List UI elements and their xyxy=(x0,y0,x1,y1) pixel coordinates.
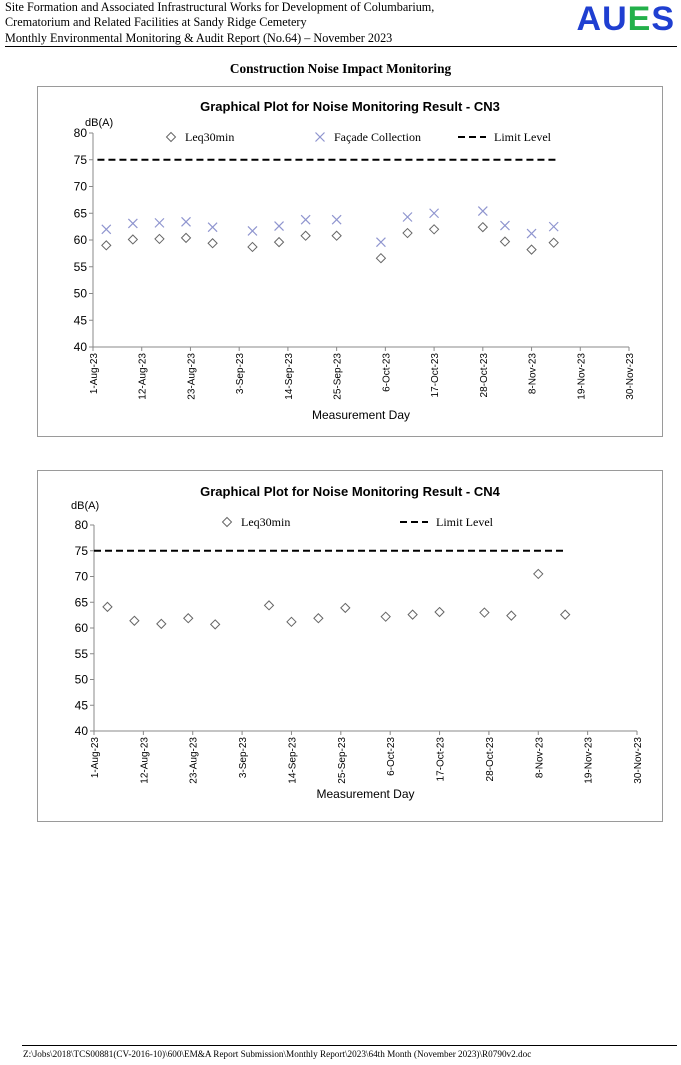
cn3-x-tick-label: 1-Aug-23 xyxy=(89,353,100,395)
cn3-legend-x-icon xyxy=(316,133,325,142)
cn3-facade-point xyxy=(128,219,137,228)
cn3-leq-point xyxy=(500,237,509,246)
cn3-x-tick-label: 30-Nov-23 xyxy=(625,353,636,400)
cn3-facade-point xyxy=(102,225,111,234)
cn4-x-tick-label: 28-Oct-23 xyxy=(484,737,496,782)
cn4-x-tick-label: 8-Nov-23 xyxy=(534,737,546,779)
cn3-facade-point xyxy=(301,215,310,224)
cn4-y-tick-label: 80 xyxy=(74,518,88,532)
cn3-y-tick-label: 50 xyxy=(73,286,87,301)
cn4-title: Graphical Plot for Noise Monitoring Result - CN4 xyxy=(200,484,500,499)
cn4-y-tick-label: 45 xyxy=(74,698,88,713)
cn3-x-tick-label: 17-Oct-23 xyxy=(430,353,442,398)
cn4-leq-point xyxy=(211,620,220,629)
chart-cn3 xyxy=(37,86,663,437)
cn4-y-tick-label: 60 xyxy=(74,621,88,635)
cn4-x-tick-label: 1-Aug-23 xyxy=(90,737,101,779)
cn4-xlabel: Measurement Day xyxy=(316,787,415,801)
cn4-x-tick-label: 19-Nov-23 xyxy=(583,737,595,784)
cn3-facade-point xyxy=(275,222,284,231)
chart-cn4-svg xyxy=(38,471,662,821)
cn3-leq-point xyxy=(208,239,217,248)
cn3-facade-point xyxy=(403,212,412,221)
cn4-legend-label: Limit Level xyxy=(436,515,493,529)
cn4-y-tick-label: 55 xyxy=(74,646,88,661)
cn3-x-tick-label: 25-Sep-23 xyxy=(332,353,344,400)
cn3-leq-point xyxy=(128,235,137,244)
cn3-xlabel: Measurement Day xyxy=(311,408,411,422)
cn3-facade-point xyxy=(155,218,164,227)
cn4-leq-point xyxy=(157,619,166,628)
cn3-y-tick-label: 40 xyxy=(73,340,87,354)
cn4-y-tick-label: 65 xyxy=(74,595,88,610)
header-line-3: Monthly Environmental Monitoring & Audit Report (No.64) – November 2023 xyxy=(5,30,393,45)
cn3-leq-point xyxy=(182,233,191,242)
cn3-y-tick-label: 70 xyxy=(73,179,87,194)
cn3-x-tick-label: 19-Nov-23 xyxy=(576,353,588,400)
cn4-x-tick-label: 14-Sep-23 xyxy=(287,737,299,784)
cn4-x-tick-label: 3-Sep-23 xyxy=(238,737,250,779)
cn3-leq-point xyxy=(102,241,111,250)
cn4-leq-point xyxy=(287,617,296,626)
cn3-title: Graphical Plot for Noise Monitoring Result - CN3 xyxy=(200,99,500,114)
aues-logo xyxy=(577,0,676,39)
cn3-leq-point xyxy=(248,242,257,251)
cn3-facade-point xyxy=(549,222,558,231)
cn4-leq-point xyxy=(341,603,350,612)
cn3-leq-point xyxy=(332,231,341,240)
cn3-facade-point xyxy=(500,221,509,230)
cn4-leq-point xyxy=(265,601,274,610)
cn4-leq-point xyxy=(381,612,390,621)
logo-letter-s: S xyxy=(651,0,675,38)
cn4-leq-point xyxy=(184,614,193,623)
cn3-leq-point xyxy=(403,229,412,238)
cn3-legend-diamond-icon xyxy=(167,133,176,142)
logo-letter-a: A xyxy=(576,0,603,38)
cn3-legend-label: Façade Collection xyxy=(334,130,421,144)
cn4-x-tick-label: 23-Aug-23 xyxy=(188,737,200,784)
cn3-x-tick-label: 3-Sep-23 xyxy=(235,353,247,395)
cn4-y-tick-label: 75 xyxy=(74,543,88,558)
report-header xyxy=(5,0,677,47)
cn4-leq-point xyxy=(130,616,139,625)
cn3-y-tick-label: 80 xyxy=(73,126,87,140)
cn4-legend xyxy=(223,515,494,529)
cn3-y-tick-label: 75 xyxy=(73,152,87,167)
cn3-facade-point xyxy=(332,215,341,224)
cn3-ylabel: dB(A) xyxy=(85,117,114,129)
cn4-y-tick-label: 50 xyxy=(74,672,88,687)
cn3-facade-point xyxy=(527,229,536,238)
cn3-leq-point xyxy=(430,225,439,234)
cn3-leq-point xyxy=(549,238,558,247)
cn3-leq-point xyxy=(275,238,284,247)
cn3-leq-point xyxy=(527,245,536,254)
cn3-leq-point xyxy=(301,231,310,240)
cn3-y-tick-label: 65 xyxy=(73,206,87,221)
cn4-leq-point xyxy=(408,610,417,619)
cn4-leq-point xyxy=(480,608,489,617)
cn3-legend-label: Limit Level xyxy=(494,130,551,144)
cn4-leq-point xyxy=(435,608,444,617)
cn4-y-tick-label: 40 xyxy=(74,724,88,738)
cn3-facade-point xyxy=(182,217,191,226)
cn3-y-tick-label: 60 xyxy=(73,233,87,247)
cn3-leq-point xyxy=(478,223,487,232)
cn3-x-tick-label: 23-Aug-23 xyxy=(186,353,198,400)
cn4-x-tick-label: 6-Oct-23 xyxy=(386,737,398,776)
cn3-facade-point xyxy=(248,226,257,235)
header-line-2: Crematorium and Related Facilities at Sandy Ridge Cemetery xyxy=(5,15,307,30)
chart-cn4 xyxy=(37,470,663,822)
cn3-facade-point xyxy=(208,223,217,232)
cn3-facade-point xyxy=(478,207,487,216)
cn3-x-tick-label: 8-Nov-23 xyxy=(527,352,539,395)
cn3-x-tick-label: 28-Oct-23 xyxy=(478,353,490,398)
cn3-legend-label: Leq30min xyxy=(185,130,235,144)
cn4-leq-point xyxy=(507,611,516,620)
cn4-series-0 xyxy=(103,569,570,628)
cn3-facade-point xyxy=(430,209,439,218)
cn4-x-tick-label: 25-Sep-23 xyxy=(336,737,348,784)
cn4-y-tick-label: 70 xyxy=(74,569,88,584)
cn3-legend xyxy=(167,130,552,144)
cn3-x-tick-label: 12-Aug-23 xyxy=(137,353,149,400)
cn4-legend-diamond-icon xyxy=(223,518,232,527)
logo-letter-u: U xyxy=(602,0,628,38)
cn3-series-0 xyxy=(102,223,558,263)
cn4-x-tick-label: 17-Oct-23 xyxy=(435,737,447,782)
footer-path: Z:\Jobs\2018\TCS00881(CV-2016-10)\600\EM&A Report Submission\Monthly Report\2023\64th Month (November 2023)\R0790v2.doc xyxy=(23,1049,532,1059)
cn4-x-tick-label: 12-Aug-23 xyxy=(139,737,151,784)
chart-cn3-svg xyxy=(38,87,662,436)
cn3-facade-point xyxy=(376,238,385,247)
header-line-1: Site Formation and Associated Infrastructural Works for Development of Columbarium, xyxy=(5,0,435,14)
cn3-leq-point xyxy=(376,254,385,263)
section-title: Construction Noise Impact Monitoring xyxy=(229,61,452,76)
footer-rule xyxy=(22,1045,677,1046)
cn4-ylabel: dB(A) xyxy=(71,500,100,512)
logo-letter-e: E xyxy=(627,0,652,38)
cn3-series-1 xyxy=(102,207,558,247)
cn4-leq-point xyxy=(314,614,323,623)
cn3-x-tick-label: 6-Oct-23 xyxy=(381,353,393,392)
cn4-leq-point xyxy=(561,610,570,619)
cn3-y-tick-label: 55 xyxy=(73,259,87,274)
cn3-y-tick-label: 45 xyxy=(73,313,87,328)
header-text xyxy=(5,0,434,46)
cn3-x-tick-label: 14-Sep-23 xyxy=(283,353,295,400)
cn4-leq-point xyxy=(534,569,543,578)
cn4-leq-point xyxy=(103,602,112,611)
cn4-x-tick-label: 30-Nov-23 xyxy=(633,737,644,784)
cn4-legend-label: Leq30min xyxy=(241,515,291,529)
cn3-leq-point xyxy=(155,234,164,243)
